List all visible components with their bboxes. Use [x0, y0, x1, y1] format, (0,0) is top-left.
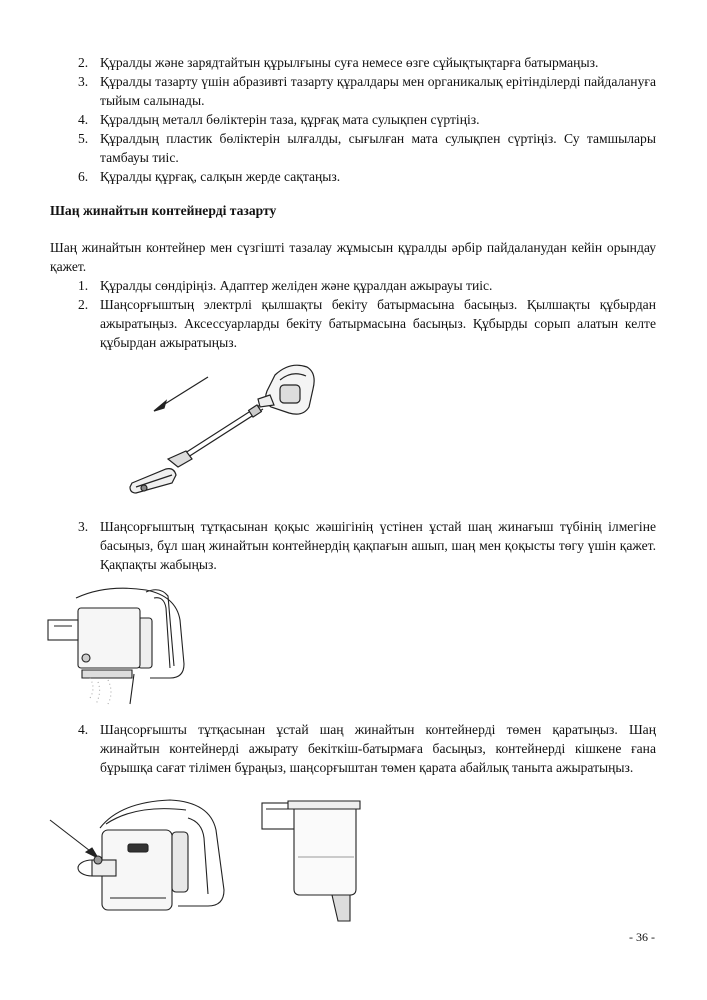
arrow-head-icon	[154, 401, 166, 411]
step-number: 4.	[78, 722, 89, 737]
list-item: Құралдың металл бөліктерін таза, құрғақ мата сулықпен сүртіңіз.	[100, 112, 480, 127]
list-item: Құралды және зарядтайтын құрылғыны суға немесе өзге сұйықтықтарға батырмаңыз.	[100, 55, 599, 70]
list-number: 5.	[78, 131, 89, 146]
step-number: 1.	[78, 278, 89, 293]
list-number: 3.	[78, 74, 89, 89]
arrow-line	[160, 377, 208, 407]
arrow-line	[50, 820, 94, 854]
step-number: 2.	[78, 297, 89, 312]
step-text: Шаңсорғыштың электрлі қылшақты бекіту батырмасына басыңыз. Қылшақты құбырдан ажыратыңыз. Аксессуарларды бекіту батырмасына басыңыз. Құбырды сорып алатын келте құбырдан ажыратыңыз.	[100, 297, 656, 350]
page-number: - 36 -	[629, 930, 655, 944]
list-number: 4.	[78, 112, 89, 127]
list-item: Құралды құрғақ, салқын жерде сақтаңыз.	[100, 169, 341, 184]
step-text: Шаңсорғышты тұтқасынан ұстай шаң жинайтын контейнерді төмен қаратыңыз. Шаң жинайтын контейнерді ажырату бекіткіш-батырмаға басыңыз, контейнерді кішкене ғана бұрышқа сағат тілімен бұраңыз, шаңсорғыштан төмен қарата абайлық таныта ажыратыңыз.	[100, 722, 656, 775]
step-text: Шаңсорғыштың тұтқасынан қоқыс жәшігінің үстінен ұстай шаң жинағыш түбінің ілмегіне басыңыз, бұл шаң жинайтын контейнердің қақпағын ашып, шаң мен қоқысты төгу үшін қажет. Қақпақты жабыңыз.	[100, 519, 656, 572]
list-number: 6.	[78, 169, 89, 184]
step-number: 3.	[78, 519, 89, 534]
intro-paragraph: Шаң жинайтын контейнер мен сүзгішті тазалау жұмысын құралды әрбір пайдаланудан кейін орындау қажет.	[50, 240, 656, 274]
figure-stick-vacuum	[120, 355, 360, 505]
list-number: 2.	[78, 55, 89, 70]
bin-lid	[332, 895, 350, 921]
figure-latch-button	[40, 788, 230, 923]
figure-bin-emptying	[46, 578, 196, 713]
list-item: Құралды тазарту үшін абразивті тазарту құралдары мен органикалық ерітінділерді пайдалануға тыйым салынады.	[100, 74, 656, 108]
section-heading: Шаң жинайтын контейнерді тазарту	[50, 203, 277, 218]
figure-dust-container	[258, 797, 370, 927]
step-text: Құралды сөндіріңіз. Адаптер желіден және құралдан ажырауы тиіс.	[100, 278, 493, 293]
list-item: Құралдың пластик бөліктерін ылғалды, сығылған мата сулықпен сүртіңіз. Су тамшылары тамбауы тиіс.	[100, 131, 656, 165]
